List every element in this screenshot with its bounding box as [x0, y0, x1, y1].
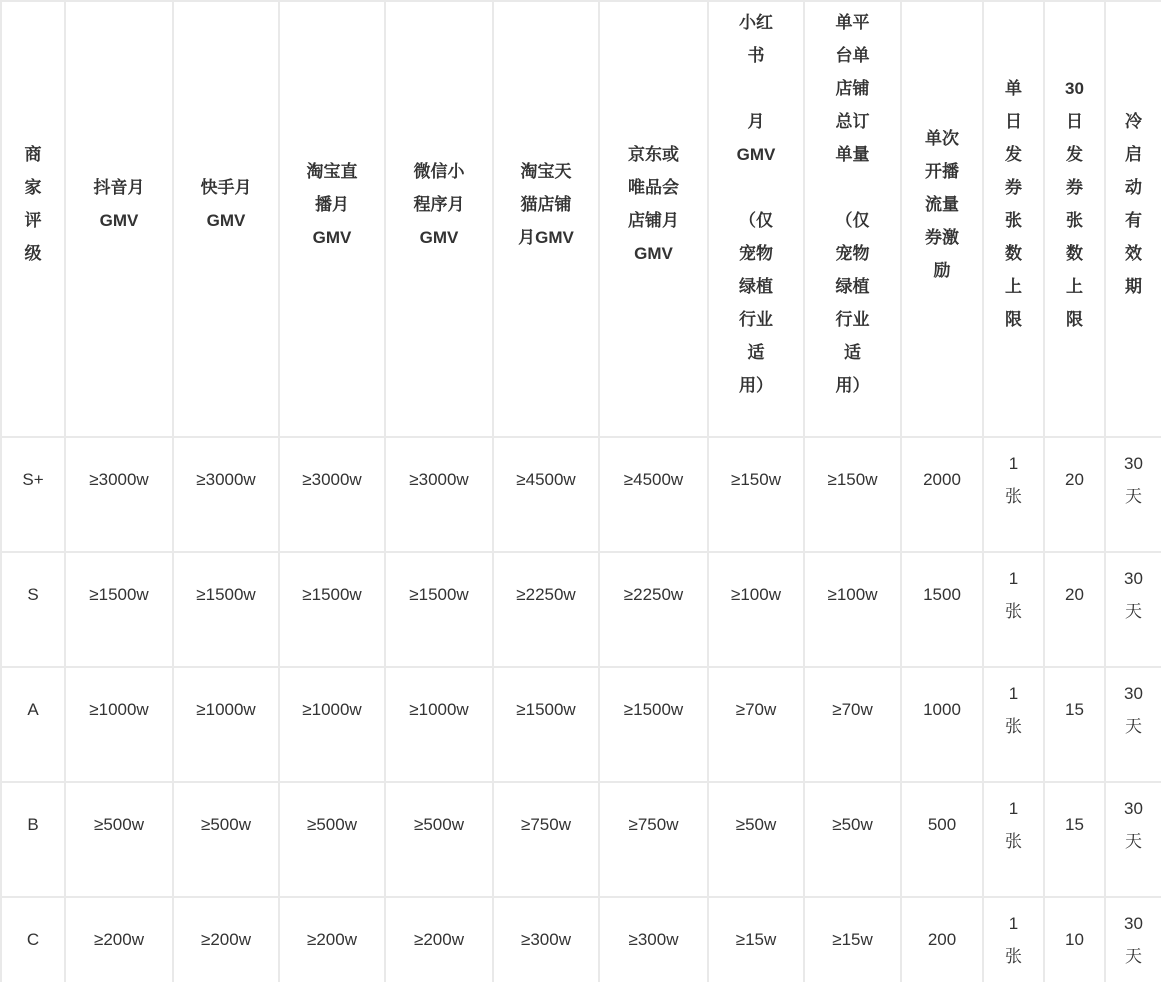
cell-c-cold-start: 30 天	[1105, 897, 1161, 982]
col-header-taobao-tmall-store-monthly-gmv: 淘宝天 猫店铺 月GMV	[493, 1, 599, 437]
cell-s-taobao-live: ≥1500w	[279, 552, 385, 667]
cell-s-rating: S	[1, 552, 65, 667]
col-header-wechat-miniprogram-monthly-gmv: 微信小 程序月 GMV	[385, 1, 493, 437]
cell-a-platform-orders: ≥70w	[804, 667, 901, 782]
cell-s-plus-traffic-voucher: 2000	[901, 437, 983, 552]
col-header-merchant-rating: 商 家 评 级	[1, 1, 65, 437]
cell-s-wechat-mini: ≥1500w	[385, 552, 493, 667]
cell-a-wechat-mini: ≥1000w	[385, 667, 493, 782]
cell-b-jd-vipshop: ≥750w	[599, 782, 708, 897]
col-header-30day-voucher-issue-limit: 30 日 发 券 张 数 上 限	[1044, 1, 1105, 437]
table-row-s	[1, 552, 1161, 667]
cell-s-plus-30day-limit: 20	[1044, 437, 1105, 552]
table-row-c	[1, 897, 1161, 982]
cell-c-taobao-live: ≥200w	[279, 897, 385, 982]
cell-a-douyin: ≥1000w	[65, 667, 173, 782]
cell-c-traffic-voucher: 200	[901, 897, 983, 982]
cell-s-douyin: ≥1500w	[65, 552, 173, 667]
cell-a-kuaishou: ≥1000w	[173, 667, 279, 782]
cell-c-douyin: ≥200w	[65, 897, 173, 982]
cell-s-plus-rating: S+	[1, 437, 65, 552]
cell-b-platform-orders: ≥50w	[804, 782, 901, 897]
cell-s-plus-xiaohongshu: ≥150w	[708, 437, 804, 552]
cell-s-plus-taobao-tmall: ≥4500w	[493, 437, 599, 552]
cell-s-kuaishou: ≥1500w	[173, 552, 279, 667]
cell-c-xiaohongshu: ≥15w	[708, 897, 804, 982]
cell-s-taobao-tmall: ≥2250w	[493, 552, 599, 667]
table-row-a	[1, 667, 1161, 782]
cell-a-taobao-tmall: ≥1500w	[493, 667, 599, 782]
cell-c-wechat-mini: ≥200w	[385, 897, 493, 982]
cell-s-plus-cold-start: 30 天	[1105, 437, 1161, 552]
cell-b-traffic-voucher: 500	[901, 782, 983, 897]
cell-c-platform-orders: ≥15w	[804, 897, 901, 982]
cell-s-plus-douyin: ≥3000w	[65, 437, 173, 552]
header-row	[1, 1, 1161, 437]
cell-c-jd-vipshop: ≥300w	[599, 897, 708, 982]
cell-a-taobao-live: ≥1000w	[279, 667, 385, 782]
cell-b-wechat-mini: ≥500w	[385, 782, 493, 897]
table-row-b	[1, 782, 1161, 897]
cell-a-cold-start: 30 天	[1105, 667, 1161, 782]
cell-b-30day-limit: 15	[1044, 782, 1105, 897]
cell-s-plus-taobao-live: ≥3000w	[279, 437, 385, 552]
cell-s-plus-jd-vipshop: ≥4500w	[599, 437, 708, 552]
col-header-jd-vipshop-store-monthly-gmv: 京东或 唯品会 店铺月 GMV	[599, 1, 708, 437]
cell-b-kuaishou: ≥500w	[173, 782, 279, 897]
col-header-kuaishou-monthly-gmv: 快手月 GMV	[173, 1, 279, 437]
table-row-s-plus	[1, 437, 1161, 552]
cell-s-xiaohongshu: ≥100w	[708, 552, 804, 667]
cell-a-30day-limit: 15	[1044, 667, 1105, 782]
cell-s-30day-limit: 20	[1044, 552, 1105, 667]
cell-b-daily-limit: 1 张	[983, 782, 1044, 897]
cell-s-plus-platform-orders: ≥150w	[804, 437, 901, 552]
cell-b-cold-start: 30 天	[1105, 782, 1161, 897]
cell-s-cold-start: 30 天	[1105, 552, 1161, 667]
cell-s-daily-limit: 1 张	[983, 552, 1044, 667]
col-header-single-platform-store-total-orders: 单平 台单 店铺 总订 单量 （仅 宠物 绿植 行业 适 用）	[804, 1, 901, 437]
cell-b-rating: B	[1, 782, 65, 897]
cell-a-rating: A	[1, 667, 65, 782]
cell-c-daily-limit: 1 张	[983, 897, 1044, 982]
cell-s-traffic-voucher: 1500	[901, 552, 983, 667]
cell-a-jd-vipshop: ≥1500w	[599, 667, 708, 782]
cell-b-taobao-live: ≥500w	[279, 782, 385, 897]
cell-a-daily-limit: 1 张	[983, 667, 1044, 782]
col-header-cold-start-validity: 冷 启 动 有 效 期	[1105, 1, 1161, 437]
cell-c-kuaishou: ≥200w	[173, 897, 279, 982]
cell-c-30day-limit: 10	[1044, 897, 1105, 982]
col-header-douyin-monthly-gmv: 抖音月 GMV	[65, 1, 173, 437]
cell-c-taobao-tmall: ≥300w	[493, 897, 599, 982]
cell-a-xiaohongshu: ≥70w	[708, 667, 804, 782]
cell-a-traffic-voucher: 1000	[901, 667, 983, 782]
cell-b-douyin: ≥500w	[65, 782, 173, 897]
col-header-xiaohongshu-monthly-gmv: 小红 书 月 GMV （仅 宠物 绿植 行业 适 用）	[708, 1, 804, 437]
cell-c-rating: C	[1, 897, 65, 982]
cell-b-taobao-tmall: ≥750w	[493, 782, 599, 897]
cell-s-plus-kuaishou: ≥3000w	[173, 437, 279, 552]
cell-s-jd-vipshop: ≥2250w	[599, 552, 708, 667]
cell-s-plus-daily-limit: 1 张	[983, 437, 1044, 552]
col-header-daily-voucher-issue-limit: 单 日 发 券 张 数 上 限	[983, 1, 1044, 437]
col-header-taobao-live-monthly-gmv: 淘宝直 播月 GMV	[279, 1, 385, 437]
cell-s-platform-orders: ≥100w	[804, 552, 901, 667]
cell-b-xiaohongshu: ≥50w	[708, 782, 804, 897]
cell-s-plus-wechat-mini: ≥3000w	[385, 437, 493, 552]
col-header-per-broadcast-traffic-voucher-incentive: 单次 开播 流量 券激 励	[901, 1, 983, 437]
